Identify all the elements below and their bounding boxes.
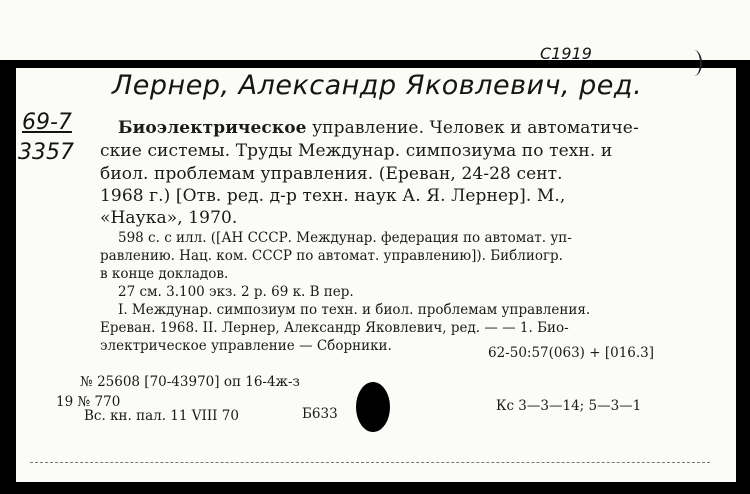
entry-line-11: Ереван. 1968. II. Лернер, Александр Яковлевич, ред. — — 1. Био- bbox=[100, 320, 569, 336]
entry-line-4: 1968 г.) [Отв. ред. д-р техн. наук А. Я. Лернер]. М., bbox=[100, 186, 566, 206]
scan-border bbox=[736, 60, 750, 494]
entry-title-bold: Биоэлектрическое bbox=[118, 118, 307, 138]
udc-code: 62-50:57(063) + [016.3] bbox=[488, 345, 655, 361]
entry-line-7: равлению. Нац. ком. СССР по автомат. управлению]). Библиогр. bbox=[100, 248, 563, 264]
entry-line-9: 27 см. 3.100 экз. 2 р. 69 к. В пер. bbox=[118, 284, 354, 300]
entry-line-3: биол. проблемам управления. (Ереван, 24-28 сент. bbox=[100, 164, 563, 184]
entry-title-rest: управление. Человек и автоматиче- bbox=[306, 118, 639, 138]
entry-line-2: ские системы. Труды Междунар. симпозиума по техн. и bbox=[100, 141, 613, 161]
card-top-margin bbox=[0, 0, 750, 60]
entry-line-10: I. Междунар. симпозиум по техн. и биол. проблемам управления. bbox=[118, 302, 591, 318]
ink-blot bbox=[356, 382, 390, 432]
entry-line-8: в конце докладов. bbox=[100, 266, 229, 282]
dashed-rule bbox=[30, 462, 710, 463]
chronicle-note: Вс. кн. пал. 11 VIII 70 bbox=[84, 408, 239, 424]
handwritten-bracket bbox=[686, 50, 702, 76]
year-number: 19 № 770 bbox=[56, 394, 121, 410]
handwritten-call-number: С1919 bbox=[540, 44, 592, 63]
order-number: № 25608 [70-43970] оп 16-4ж-з bbox=[80, 374, 300, 390]
entry-line-12: электрическое управление — Сборники. bbox=[100, 338, 392, 354]
entry-line-1 bbox=[118, 118, 639, 138]
classification-index: Кс 3—3—14; 5—3—1 bbox=[496, 398, 642, 414]
handwritten-author-heading: Лернер, Александр Яковлевич, ред. bbox=[112, 70, 643, 101]
index-code: Б633 bbox=[302, 406, 338, 422]
handwritten-shelf-top: 69-7 bbox=[22, 110, 72, 135]
entry-line-6: 598 с. с илл. ([АН СССР. Междунар. федерация по автомат. уп- bbox=[118, 230, 572, 246]
entry-line-5: «Наука», 1970. bbox=[100, 208, 238, 228]
handwritten-shelf-bottom: 3357 bbox=[18, 140, 74, 165]
